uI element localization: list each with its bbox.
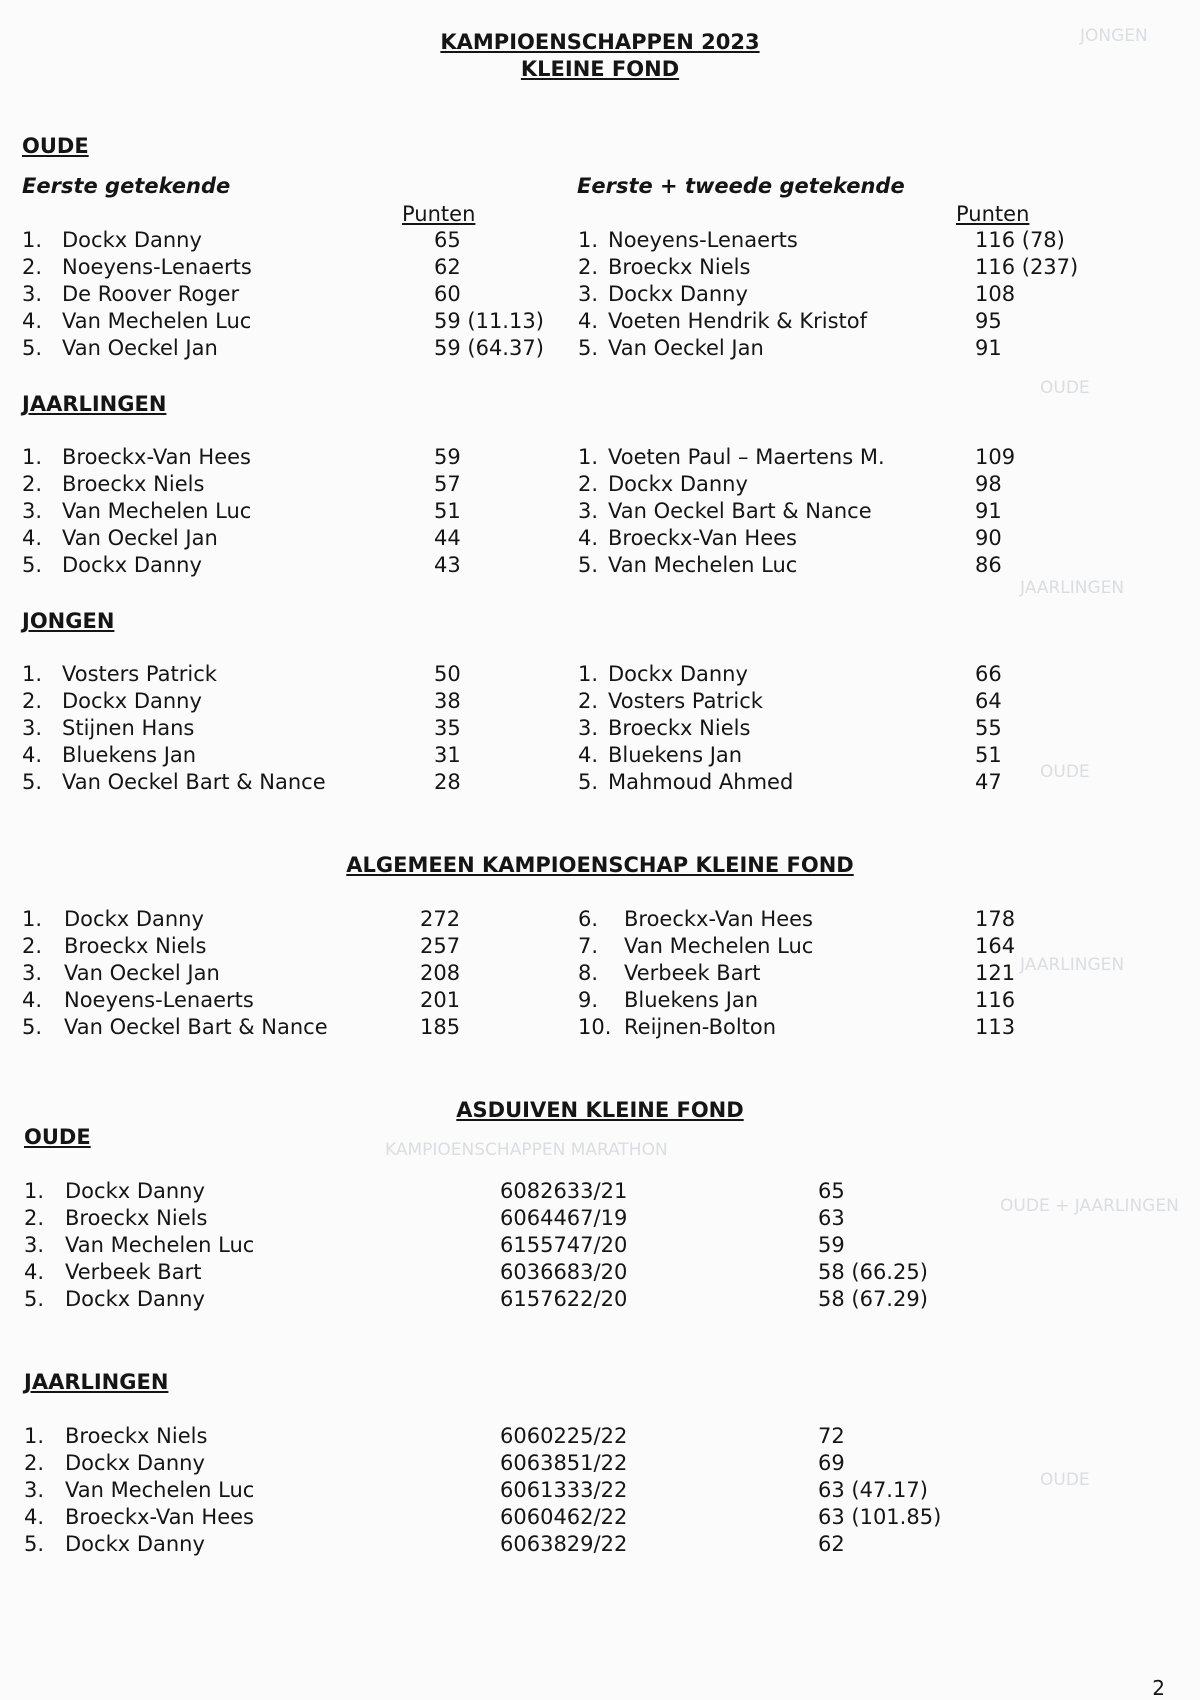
name: Bluekens Jan bbox=[62, 743, 197, 767]
rank: 2. bbox=[24, 1206, 45, 1230]
ranking-row bbox=[0, 552, 1200, 579]
section-asduiven-jaarlingen: JAARLINGEN bbox=[24, 1370, 169, 1394]
ranking-row bbox=[0, 933, 1200, 960]
points: 116 (237) bbox=[975, 255, 1079, 279]
rank: 4. bbox=[22, 988, 43, 1012]
points: 113 bbox=[975, 1015, 1016, 1039]
name: Bluekens Jan bbox=[608, 743, 743, 767]
rank: 2. bbox=[22, 689, 43, 713]
points: 59 (11.13) bbox=[434, 309, 544, 333]
points: 62 bbox=[818, 1532, 845, 1556]
points: 58 (66.25) bbox=[818, 1260, 928, 1284]
rank: 3. bbox=[578, 282, 599, 306]
rank: 9. bbox=[578, 988, 599, 1012]
name: Van Mechelen Luc bbox=[65, 1233, 255, 1257]
name: Broeckx-Van Hees bbox=[62, 445, 251, 469]
rank: 5. bbox=[578, 770, 599, 794]
rank: 5. bbox=[22, 553, 43, 577]
ghost-text: JAARLINGEN bbox=[1020, 955, 1125, 975]
name: Broeckx Niels bbox=[62, 472, 205, 496]
points: 116 bbox=[975, 988, 1016, 1012]
points: 64 bbox=[975, 689, 1002, 713]
rank: 7. bbox=[578, 934, 599, 958]
ranking-row bbox=[0, 498, 1200, 525]
points: 38 bbox=[434, 689, 461, 713]
name: De Roover Roger bbox=[62, 282, 240, 306]
name: Voeten Paul – Maertens M. bbox=[608, 445, 885, 469]
name: Reijnen-Bolton bbox=[624, 1015, 777, 1039]
points: 51 bbox=[975, 743, 1002, 767]
name: Van Oeckel Jan bbox=[64, 961, 220, 985]
name: Dockx Danny bbox=[62, 689, 202, 713]
points: 59 bbox=[434, 445, 461, 469]
points: 108 bbox=[975, 282, 1016, 306]
ring-number: 6157622/20 bbox=[500, 1287, 628, 1311]
ghost-text: OUDE bbox=[1040, 762, 1090, 782]
ranking-row bbox=[0, 254, 1200, 281]
section-jaarlingen: JAARLINGEN bbox=[22, 392, 167, 416]
page-title: KAMPIOENSCHAPPEN 2023 bbox=[440, 30, 760, 54]
rank: 5. bbox=[22, 770, 43, 794]
rank: 1. bbox=[24, 1179, 45, 1203]
name: Broeckx Niels bbox=[65, 1206, 208, 1230]
points: 43 bbox=[434, 553, 461, 577]
points: 91 bbox=[975, 499, 1002, 523]
name: Vosters Patrick bbox=[608, 689, 763, 713]
rank: 2. bbox=[22, 255, 43, 279]
points: 57 bbox=[434, 472, 461, 496]
ring-number: 6064467/19 bbox=[500, 1206, 628, 1230]
name: Van Oeckel Jan bbox=[62, 336, 218, 360]
points: 65 bbox=[434, 228, 461, 252]
name: Broeckx-Van Hees bbox=[608, 526, 797, 550]
rank: 3. bbox=[22, 961, 43, 985]
asduif-row bbox=[0, 1504, 1200, 1531]
section-asduiven-oude: OUDE bbox=[24, 1125, 91, 1149]
rank: 2. bbox=[24, 1451, 45, 1475]
points: 178 bbox=[975, 907, 1016, 931]
rank: 1. bbox=[24, 1424, 45, 1448]
rank: 5. bbox=[22, 336, 43, 360]
ring-number: 6063851/22 bbox=[500, 1451, 628, 1475]
name: Bluekens Jan bbox=[624, 988, 759, 1012]
name: Van Mechelen Luc bbox=[65, 1478, 255, 1502]
algemeen-title: ALGEMEEN KAMPIOENSCHAP KLEINE FOND bbox=[346, 853, 854, 877]
ranking-row bbox=[0, 525, 1200, 552]
ghost-text: OUDE + JAARLINGEN bbox=[1000, 1196, 1179, 1216]
rank: 1. bbox=[578, 662, 599, 686]
rank: 10. bbox=[578, 1015, 612, 1039]
points: 69 bbox=[818, 1451, 845, 1475]
ranking-row bbox=[0, 688, 1200, 715]
name: Broeckx Niels bbox=[608, 716, 751, 740]
rank: 2. bbox=[578, 472, 599, 496]
ranking-row bbox=[0, 987, 1200, 1014]
asduif-row bbox=[0, 1286, 1200, 1313]
name: Broeckx-Van Hees bbox=[65, 1505, 254, 1529]
ranking-row bbox=[0, 960, 1200, 987]
points: 44 bbox=[434, 526, 461, 550]
rank: 2. bbox=[578, 255, 599, 279]
points: 51 bbox=[434, 499, 461, 523]
points: 272 bbox=[420, 907, 461, 931]
asduif-row bbox=[0, 1477, 1200, 1504]
rank: 6. bbox=[578, 907, 599, 931]
rank: 4. bbox=[578, 526, 599, 550]
name: Broeckx Niels bbox=[64, 934, 207, 958]
points: 63 (101.85) bbox=[818, 1505, 942, 1529]
points: 257 bbox=[420, 934, 461, 958]
points: 60 bbox=[434, 282, 461, 306]
points: 116 (78) bbox=[975, 228, 1065, 252]
rank: 5. bbox=[24, 1287, 45, 1311]
name: Dockx Danny bbox=[62, 228, 202, 252]
ghost-text: OUDE bbox=[1040, 378, 1090, 398]
name: Dockx Danny bbox=[65, 1287, 205, 1311]
section-jongen: JONGEN bbox=[22, 609, 115, 633]
ghost-text: KAMPIOENSCHAPPEN MARATHON bbox=[385, 1140, 668, 1160]
points: 98 bbox=[975, 472, 1002, 496]
asduif-row bbox=[0, 1178, 1200, 1205]
ghost-text: OUDE bbox=[1040, 1470, 1090, 1490]
name: Van Oeckel Bart & Nance bbox=[62, 770, 326, 794]
name: Van Oeckel Bart & Nance bbox=[64, 1015, 328, 1039]
rank: 1. bbox=[578, 445, 599, 469]
rank: 3. bbox=[22, 282, 43, 306]
name: Broeckx Niels bbox=[608, 255, 751, 279]
name: Dockx Danny bbox=[65, 1451, 205, 1475]
rank: 1. bbox=[22, 907, 43, 931]
name: Dockx Danny bbox=[608, 472, 748, 496]
rank: 4. bbox=[22, 526, 43, 550]
asduif-row bbox=[0, 1423, 1200, 1450]
points: 201 bbox=[420, 988, 461, 1012]
points: 121 bbox=[975, 961, 1016, 985]
ranking-row bbox=[0, 742, 1200, 769]
name: Van Oeckel Jan bbox=[62, 526, 218, 550]
points: 28 bbox=[434, 770, 461, 794]
rank: 3. bbox=[578, 499, 599, 523]
name: Broeckx-Van Hees bbox=[624, 907, 813, 931]
rank: 4. bbox=[22, 309, 43, 333]
asduif-row bbox=[0, 1531, 1200, 1558]
name: Van Mechelen Luc bbox=[62, 499, 252, 523]
ring-number: 6155747/20 bbox=[500, 1233, 628, 1257]
section-oude: OUDE bbox=[22, 134, 89, 158]
points: 208 bbox=[420, 961, 461, 985]
ghost-text: JAARLINGEN bbox=[1020, 578, 1125, 598]
name: Vosters Patrick bbox=[62, 662, 217, 686]
points: 59 bbox=[818, 1233, 845, 1257]
points: 65 bbox=[818, 1179, 845, 1203]
asduiven-title: ASDUIVEN KLEINE FOND bbox=[456, 1098, 744, 1122]
name: Dockx Danny bbox=[62, 553, 202, 577]
rank: 4. bbox=[22, 743, 43, 767]
ranking-row bbox=[0, 335, 1200, 362]
ranking-row bbox=[0, 444, 1200, 471]
ranking-row bbox=[0, 1014, 1200, 1041]
rank: 8. bbox=[578, 961, 599, 985]
name: Van Mechelen Luc bbox=[624, 934, 814, 958]
asduif-row bbox=[0, 1205, 1200, 1232]
points: 62 bbox=[434, 255, 461, 279]
points: 109 bbox=[975, 445, 1016, 469]
rank: 4. bbox=[24, 1260, 45, 1284]
rank: 1. bbox=[22, 445, 43, 469]
points: 95 bbox=[975, 309, 1002, 333]
points: 50 bbox=[434, 662, 461, 686]
asduif-row bbox=[0, 1259, 1200, 1286]
ghost-text: JONGEN bbox=[1080, 26, 1148, 46]
points: 63 bbox=[818, 1206, 845, 1230]
points: 185 bbox=[420, 1015, 461, 1039]
rank: 2. bbox=[22, 934, 43, 958]
points: 47 bbox=[975, 770, 1002, 794]
name: Dockx Danny bbox=[608, 662, 748, 686]
points: 59 (64.37) bbox=[434, 336, 544, 360]
rank: 5. bbox=[578, 553, 599, 577]
points: 90 bbox=[975, 526, 1002, 550]
points: 91 bbox=[975, 336, 1002, 360]
points: 72 bbox=[818, 1424, 845, 1448]
name: Broeckx Niels bbox=[65, 1424, 208, 1448]
points: 63 (47.17) bbox=[818, 1478, 928, 1502]
rank: 2. bbox=[22, 472, 43, 496]
rank: 4. bbox=[24, 1505, 45, 1529]
ring-number: 6060462/22 bbox=[500, 1505, 628, 1529]
rank: 1. bbox=[22, 228, 43, 252]
name: Van Oeckel Jan bbox=[608, 336, 764, 360]
name: Verbeek Bart bbox=[65, 1260, 202, 1284]
points: 58 (67.29) bbox=[818, 1287, 928, 1311]
name: Verbeek Bart bbox=[624, 961, 761, 985]
ranking-row bbox=[0, 906, 1200, 933]
rank: 5. bbox=[22, 1015, 43, 1039]
rank: 3. bbox=[22, 716, 43, 740]
page-number: 2 bbox=[1152, 1676, 1165, 1700]
ranking-row bbox=[0, 661, 1200, 688]
ring-number: 6082633/21 bbox=[500, 1179, 628, 1203]
rank: 3. bbox=[22, 499, 43, 523]
rank: 3. bbox=[24, 1233, 45, 1257]
punten-header-left: Punten bbox=[402, 202, 476, 226]
ring-number: 6036683/20 bbox=[500, 1260, 628, 1284]
asduif-row bbox=[0, 1450, 1200, 1477]
rank: 5. bbox=[24, 1532, 45, 1556]
ranking-row bbox=[0, 715, 1200, 742]
points: 86 bbox=[975, 553, 1002, 577]
rank: 3. bbox=[24, 1478, 45, 1502]
points: 66 bbox=[975, 662, 1002, 686]
rank: 4. bbox=[578, 309, 599, 333]
rank: 1. bbox=[22, 662, 43, 686]
ring-number: 6061333/22 bbox=[500, 1478, 628, 1502]
rank: 3. bbox=[578, 716, 599, 740]
name: Dockx Danny bbox=[65, 1179, 205, 1203]
ranking-row bbox=[0, 769, 1200, 796]
ranking-row bbox=[0, 227, 1200, 254]
name: Dockx Danny bbox=[65, 1532, 205, 1556]
rank: 2. bbox=[578, 689, 599, 713]
page-subtitle: KLEINE FOND bbox=[520, 57, 680, 81]
points: 164 bbox=[975, 934, 1016, 958]
punten-header-right: Punten bbox=[956, 202, 1030, 226]
ranking-row bbox=[0, 471, 1200, 498]
name: Mahmoud Ahmed bbox=[608, 770, 794, 794]
points: 55 bbox=[975, 716, 1002, 740]
points: 35 bbox=[434, 716, 461, 740]
name: Voeten Hendrik & Kristof bbox=[608, 309, 868, 333]
rank: 5. bbox=[578, 336, 599, 360]
ring-number: 6063829/22 bbox=[500, 1532, 628, 1556]
asduif-row bbox=[0, 1232, 1200, 1259]
name: Dockx Danny bbox=[64, 907, 204, 931]
rank: 4. bbox=[578, 743, 599, 767]
name: Van Mechelen Luc bbox=[62, 309, 252, 333]
subheading-eerste-tweede: Eerste + tweede getekende bbox=[577, 174, 905, 198]
rank: 1. bbox=[578, 228, 599, 252]
name: Van Oeckel Bart & Nance bbox=[608, 499, 872, 523]
name: Noeyens-Lenaerts bbox=[62, 255, 252, 279]
name: Noeyens-Lenaerts bbox=[608, 228, 798, 252]
subheading-eerste: Eerste getekende bbox=[22, 174, 231, 198]
name: Stijnen Hans bbox=[62, 716, 195, 740]
ranking-row bbox=[0, 281, 1200, 308]
ranking-row bbox=[0, 308, 1200, 335]
ring-number: 6060225/22 bbox=[500, 1424, 628, 1448]
name: Van Mechelen Luc bbox=[608, 553, 798, 577]
name: Dockx Danny bbox=[608, 282, 748, 306]
points: 31 bbox=[434, 743, 461, 767]
name: Noeyens-Lenaerts bbox=[64, 988, 254, 1012]
